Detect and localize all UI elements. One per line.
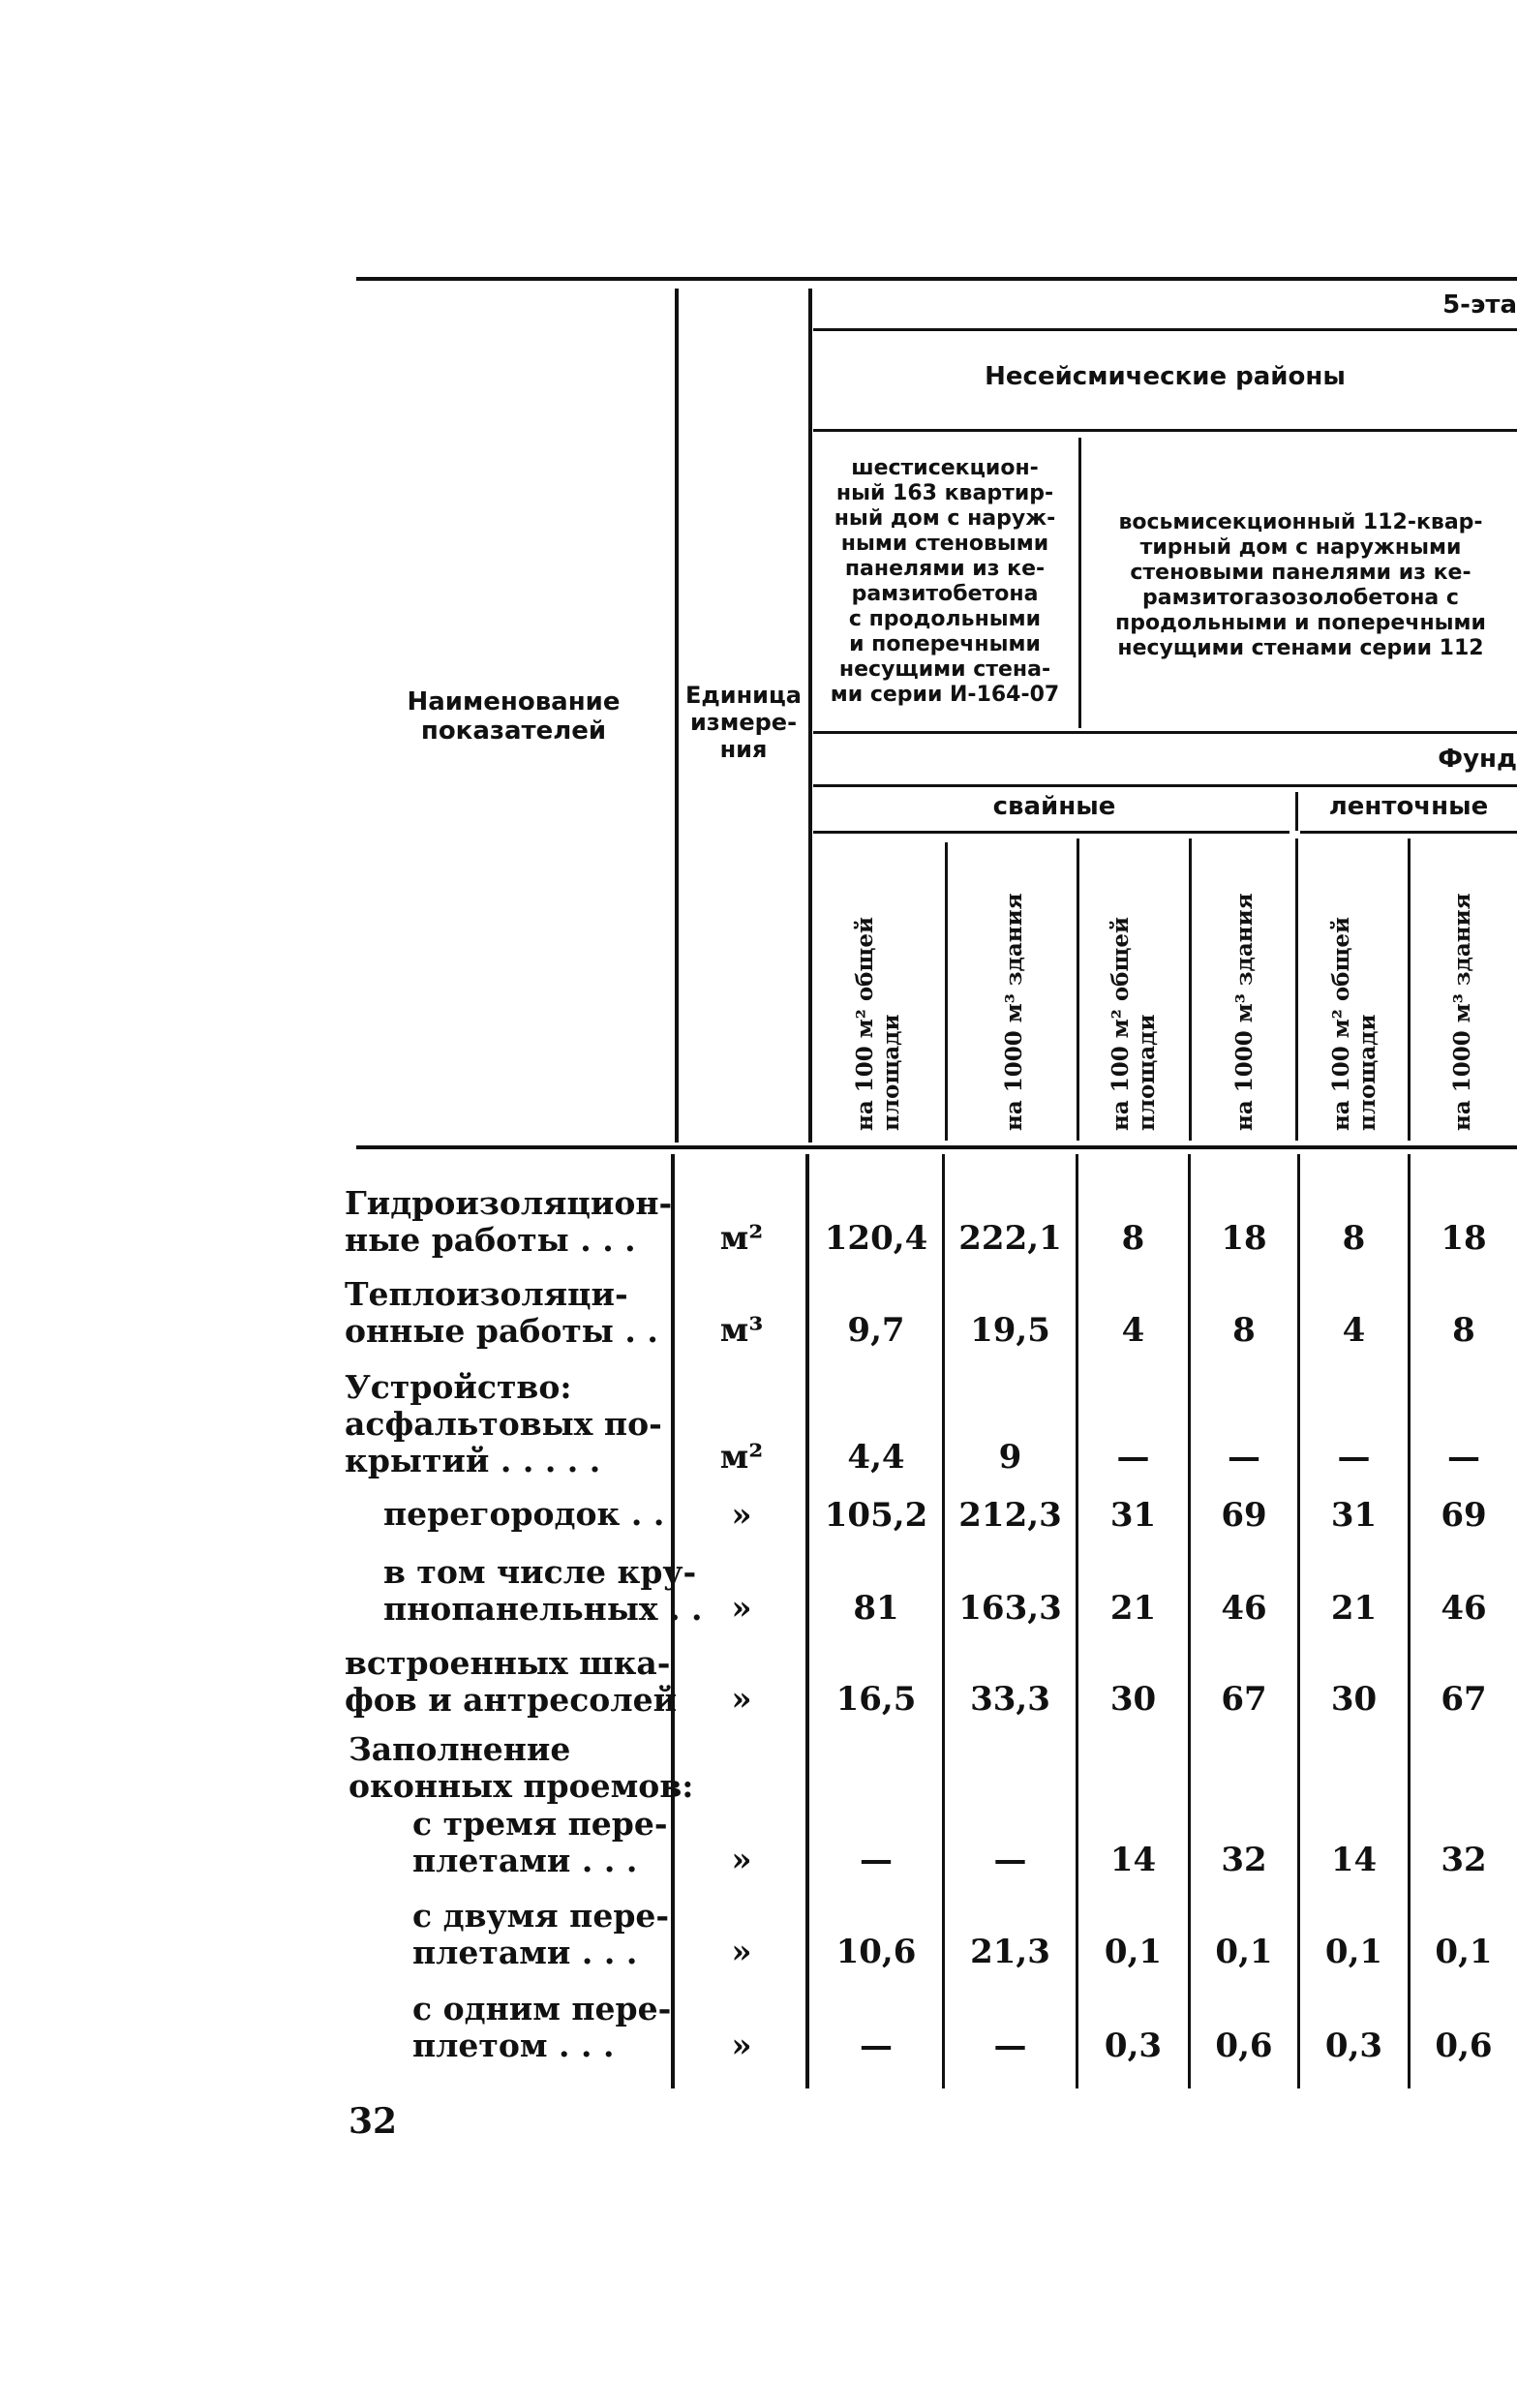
row-value: 4 — [1121, 1311, 1145, 1350]
row-value: 33,3 — [970, 1680, 1050, 1719]
row-value: — — [993, 1841, 1027, 1879]
row-value: 21 — [1330, 1589, 1378, 1628]
row-label: с двумя пере- плетами . . . — [412, 1897, 670, 1971]
row-unit: м² — [719, 1438, 764, 1477]
row-value: 0,3 — [1104, 2027, 1163, 2065]
subcol-divider-1 — [945, 842, 948, 1141]
row-value: 31 — [1109, 1496, 1157, 1535]
row-value: 46 — [1221, 1589, 1267, 1628]
row-label: Устройство: асфальтовых по- крытий . . . . . — [345, 1368, 662, 1479]
row-value: 14 — [1330, 1841, 1378, 1879]
row-value: 46 — [1441, 1589, 1487, 1628]
row-unit: » — [731, 1496, 752, 1535]
row-value: 0,3 — [1324, 2027, 1383, 2065]
row-value: 8 — [1342, 1219, 1366, 1258]
row-label: Гидроизоляцион- ные работы . . . — [345, 1184, 673, 1259]
row-value: 0,1 — [1104, 1933, 1163, 1971]
row-value: 67 — [1441, 1680, 1487, 1719]
pile-foundation-label: свайные — [992, 792, 1116, 821]
table-top-rule — [356, 277, 1517, 281]
row-value: 0,6 — [1215, 2027, 1273, 2065]
col-divider-unit-data — [808, 289, 812, 1143]
subcol-header-5: на 100 м² общей площади — [1328, 916, 1380, 1131]
row-value: 21 — [1109, 1589, 1157, 1628]
row-value: 105,2 — [824, 1496, 928, 1535]
row-label: с тремя пере- плетами . . . — [412, 1805, 668, 1879]
row-value: 30 — [1109, 1680, 1157, 1719]
subcol-divider-3 — [1189, 838, 1192, 1141]
row-value: 30 — [1330, 1680, 1378, 1719]
row-unit: » — [731, 2027, 752, 2065]
row-value: 0,6 — [1435, 2027, 1493, 2065]
building-rule — [813, 731, 1517, 734]
building-divider — [1078, 438, 1081, 728]
row-label: встроенных шка- фов и антресолей — [345, 1644, 678, 1719]
row-value: 81 — [853, 1589, 899, 1628]
row-label: в том числе кру- пнопанельных . . — [383, 1553, 703, 1628]
row-value: 67 — [1221, 1680, 1267, 1719]
subcol-header-1: на 100 м² общей площади — [852, 916, 904, 1131]
subcol-header-2: на 1000 м³ здания — [1001, 893, 1027, 1131]
row-value: 163,3 — [958, 1589, 1062, 1628]
foundation-rule — [813, 784, 1517, 787]
row-value: — — [1228, 1438, 1260, 1477]
row-value: 212,3 — [958, 1496, 1062, 1535]
region-label: Несейсмические районы — [985, 362, 1346, 391]
strip-foundation-label: ленточные — [1328, 792, 1489, 821]
unit-column-header: Единица измере- ния — [685, 682, 802, 763]
region-rule — [813, 429, 1517, 432]
row-value: — — [1116, 1438, 1150, 1477]
row-value: 32 — [1441, 1841, 1487, 1879]
row-value: 18 — [1221, 1219, 1267, 1258]
subcol-divider-2 — [1077, 838, 1079, 1141]
row-value: 19,5 — [970, 1311, 1050, 1350]
page-number: 32 — [349, 2101, 398, 2142]
row-value: 9 — [998, 1438, 1022, 1477]
row-value: 32 — [1221, 1841, 1267, 1879]
subcol-header-6: на 1000 м³ здания — [1449, 893, 1475, 1131]
row-unit: » — [731, 1680, 752, 1719]
pile-rule — [813, 831, 1289, 834]
row-value: 4,4 — [847, 1438, 905, 1477]
row-value: — — [993, 2027, 1027, 2065]
row-value: 120,4 — [824, 1219, 928, 1258]
subcol-divider-5 — [1408, 838, 1411, 1141]
row-value: 8 — [1452, 1311, 1475, 1350]
row-value: 69 — [1221, 1496, 1267, 1535]
floors-label: 5-эта — [1442, 290, 1517, 320]
row-value: 0,1 — [1435, 1933, 1493, 1971]
row-value: — — [1447, 1438, 1480, 1477]
row-unit: м³ — [719, 1311, 764, 1350]
row-value: 0,1 — [1215, 1933, 1273, 1971]
header-bottom-rule — [356, 1145, 1517, 1149]
row-value: — — [1337, 1438, 1371, 1477]
building-1-description: шестисекцион- ный 163 квартир- ный дом с наруж- ными стеновыми панелями из ке- рамзитобетона с продольными и поперечными несущими стена- ми серии И-164-07 — [830, 456, 1060, 707]
row-value: — — [860, 2027, 893, 2065]
building-2-description: восьмисекционный 112-квар- тирный дом с наружными стеновыми панелями из ке- рамзитогазозолобетона с продольными и поперечными несущими стенами серии 112 — [1115, 510, 1486, 660]
body-divider-unit-data — [805, 1154, 809, 2088]
subcol-header-3: на 100 м² общей площади — [1107, 916, 1160, 1131]
row-value: 31 — [1330, 1496, 1378, 1535]
row-value: 18 — [1441, 1219, 1487, 1258]
section-label: Заполнение оконных проемов: — [349, 1730, 694, 1805]
row-value: 4 — [1342, 1311, 1366, 1350]
row-value: 222,1 — [958, 1219, 1062, 1258]
row-unit: » — [731, 1589, 752, 1628]
subcol-divider-4 — [1295, 838, 1298, 1141]
row-value: 14 — [1109, 1841, 1157, 1879]
pile-strip-divider — [1295, 792, 1298, 831]
row-value: 8 — [1121, 1219, 1145, 1258]
row-value: — — [860, 1841, 893, 1879]
row-label: с одним пере- плетом . . . — [412, 1990, 672, 2064]
row-value: 69 — [1441, 1496, 1487, 1535]
floors-rule — [813, 328, 1517, 331]
row-unit: » — [731, 1841, 752, 1879]
row-value: 10,6 — [835, 1933, 917, 1971]
row-unit: м² — [719, 1219, 764, 1258]
row-label: Теплоизоляци- онные работы . . — [345, 1275, 658, 1350]
row-label: перегородок . . — [383, 1495, 665, 1533]
strip-rule — [1300, 831, 1517, 834]
foundation-label: Фунд — [1438, 745, 1517, 774]
row-value: 16,5 — [835, 1680, 917, 1719]
row-value: 0,1 — [1324, 1933, 1383, 1971]
row-value: 21,3 — [970, 1933, 1050, 1971]
row-value: 9,7 — [847, 1311, 905, 1350]
row-value: 8 — [1232, 1311, 1256, 1350]
row-unit: » — [731, 1933, 752, 1971]
name-column-header: Наименование показателей — [407, 687, 621, 746]
subcol-header-4: на 1000 м³ здания — [1231, 893, 1258, 1131]
